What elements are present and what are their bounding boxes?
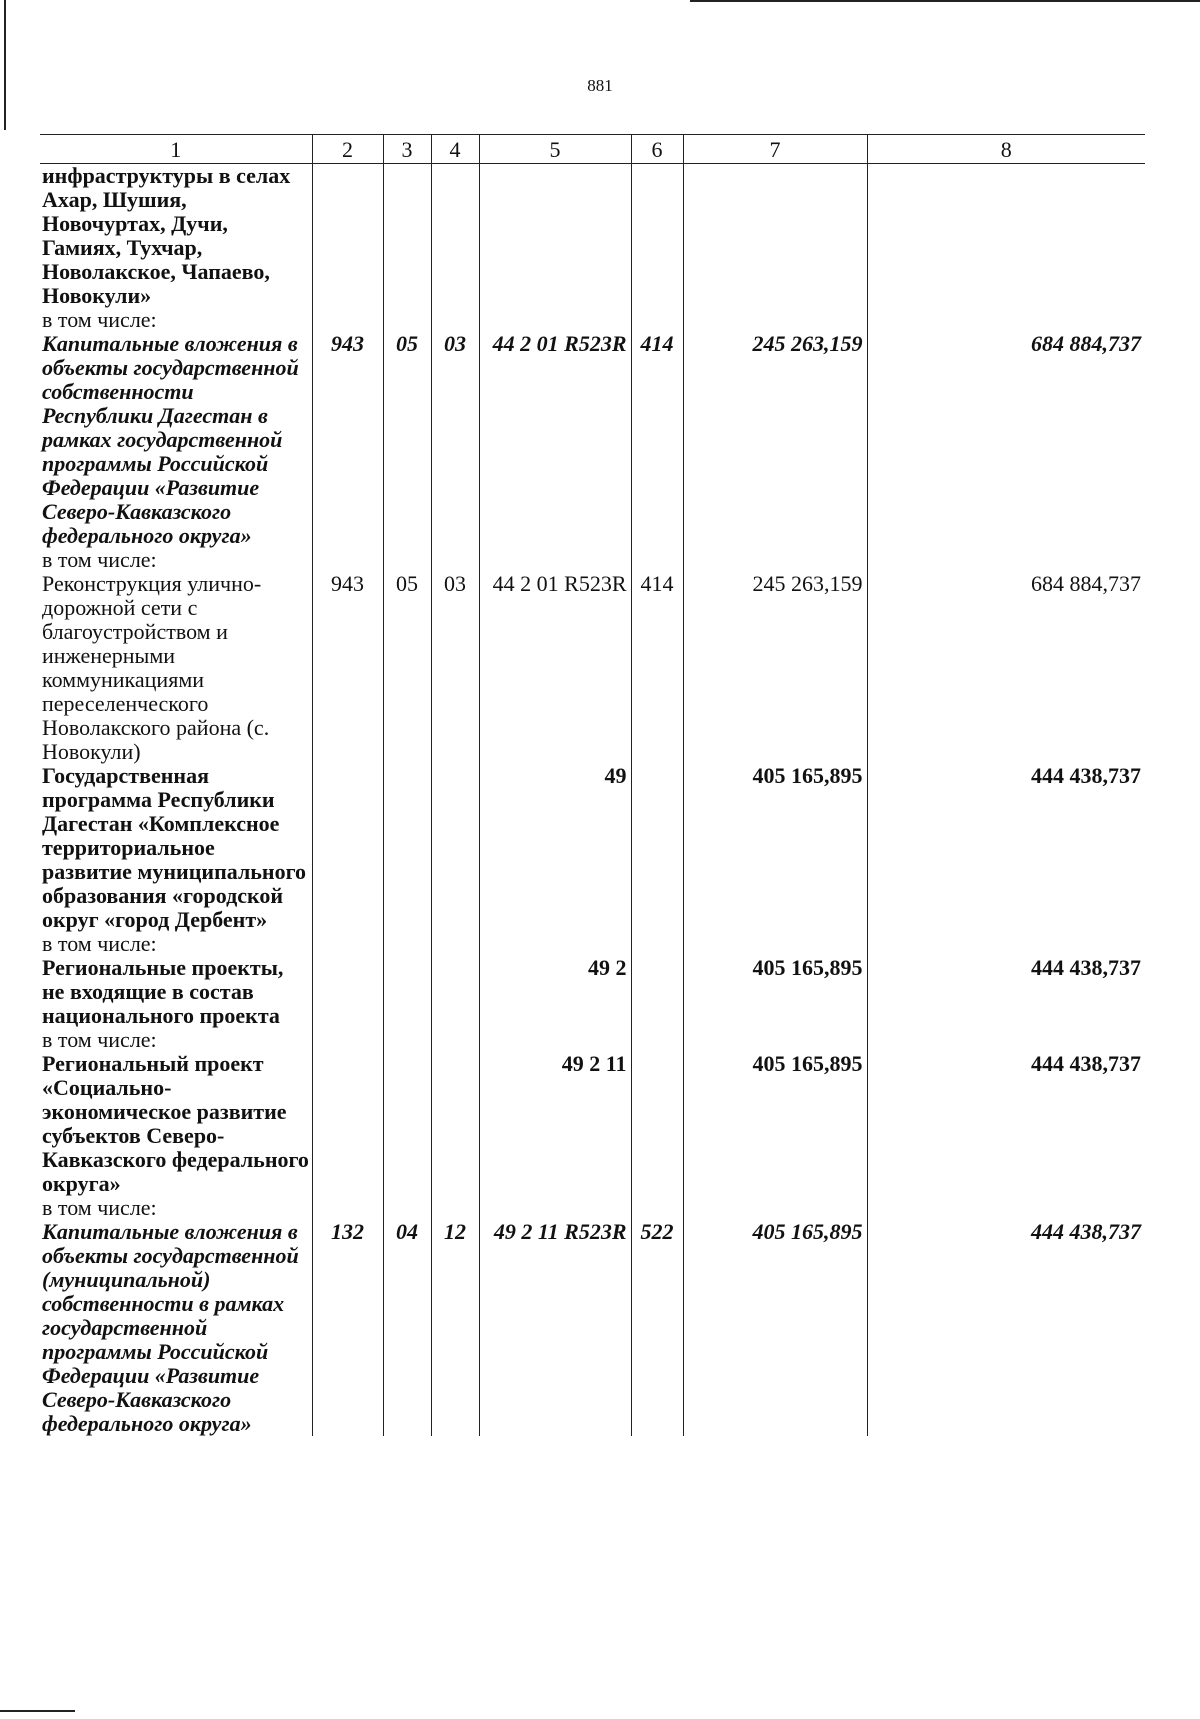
cell-expense-type: 414 [631,572,683,764]
budget-table [40,134,1145,1436]
cell-amount-8: 684 884,737 [867,572,1145,764]
cell-target-article [479,164,631,309]
cell-section [383,308,431,332]
cell-ministry [312,1196,383,1220]
cell-section: 05 [383,572,431,764]
cell-amount-8 [867,1028,1145,1052]
cell-expense-type [631,1052,683,1196]
cell-ministry: 943 [312,572,383,764]
cell-ministry [312,1028,383,1052]
row-name: Региональные проекты, не входящие в состав национального проекта [42,955,284,1028]
header-col-8: 8 [867,135,1145,164]
cell-ministry [312,1052,383,1196]
cell-ministry [312,164,383,309]
footnote-rule [0,1710,75,1712]
cell-subsection [431,932,479,956]
table-row [40,332,1145,548]
cell-amount-8: 684 884,737 [867,332,1145,548]
cell-ministry [312,764,383,932]
cell-amount-8 [867,1196,1145,1220]
cell-amount-8: 444 438,737 [867,1052,1145,1196]
cell-section [383,548,431,572]
table-row [40,548,1145,572]
cell-expense-type [631,1196,683,1220]
cell-amount-8: 444 438,737 [867,1220,1145,1436]
cell-target-article: 44 2 01 R523R [479,572,631,764]
cell-target-article: 49 [479,764,631,932]
cell-amount-7: 405 165,895 [683,764,867,932]
cell-amount-7 [683,1028,867,1052]
table-row [40,932,1145,956]
table-row [40,164,1145,309]
cell-amount-7: 405 165,895 [683,956,867,1028]
cell-subsection [431,548,479,572]
cell-subsection [431,308,479,332]
table-row [40,308,1145,332]
row-name: Региональный проект «Социально-экономическое развитие субъектов Северо-Кавказского федерального округа» [42,1051,309,1196]
header-col-1: 1 [40,135,312,164]
cell-amount-7: 245 263,159 [683,572,867,764]
cell-target-article [479,1028,631,1052]
cell-section: 04 [383,1220,431,1436]
table-row [40,1028,1145,1052]
header-col-7: 7 [683,135,867,164]
row-name: в том числе: [42,1027,157,1052]
cell-section [383,1028,431,1052]
header-col-6: 6 [631,135,683,164]
cell-subsection [431,1196,479,1220]
cell-subsection [431,956,479,1028]
row-name: Реконструкция улично-дорожной сети с благоустройством и инженерными коммуникациями переселенческого Новолакского района (с. Новокули) [42,571,270,764]
cell-ministry [312,308,383,332]
cell-section [383,764,431,932]
row-name: в том числе: [42,931,157,956]
cell-amount-8: 444 438,737 [867,764,1145,932]
cell-section [383,956,431,1028]
cell-target-article [479,548,631,572]
header-col-5: 5 [479,135,631,164]
cell-expense-type [631,764,683,932]
cell-amount-7 [683,164,867,309]
cell-expense-type [631,932,683,956]
cell-section [383,1196,431,1220]
table-row [40,572,1145,764]
row-name: Капитальные вложения в объекты государственной собственности Республики Дагестан в рамках государственной программы Российской Федерации «Развитие Северо-Кавказского федерального округа» [42,331,299,548]
table-row [40,1052,1145,1196]
cell-ministry: 132 [312,1220,383,1436]
header-col-3: 3 [383,135,431,164]
cell-amount-7 [683,548,867,572]
cell-target-article: 49 2 11 [479,1052,631,1196]
cell-amount-8 [867,548,1145,572]
cell-ministry [312,548,383,572]
cell-amount-8 [867,164,1145,309]
cell-amount-7 [683,932,867,956]
cell-subsection: 12 [431,1220,479,1436]
row-name: Капитальные вложения в объекты государственной (муниципальной) собственности в рамках государственной программы Российской Федерации «Развитие Северо-Кавказского федерального округа» [42,1219,299,1436]
cell-section [383,164,431,309]
row-name: инфраструктуры в селах Ахар, Шушия, Новочуртах, Дучи, Гамиях, Тухчар, Новолакское, Чапаево, Новокули» [42,163,291,308]
table-row [40,1196,1145,1220]
cell-subsection [431,164,479,309]
cell-expense-type [631,308,683,332]
cell-subsection [431,1028,479,1052]
row-name: в том числе: [42,1195,157,1220]
header-col-2: 2 [312,135,383,164]
cell-target-article: 49 2 11 R523R [479,1220,631,1436]
header-row [40,135,1145,164]
page-number: 881 [587,76,613,95]
cell-expense-type [631,1028,683,1052]
table-row [40,956,1145,1028]
cell-target-article [479,932,631,956]
cell-section [383,1052,431,1196]
table-row [40,764,1145,932]
cell-section: 05 [383,332,431,548]
cell-ministry [312,932,383,956]
row-name: Государственная программа Республики Дагестан «Комплексное территориальное развитие муниципального образования «городской округ «город Дербент» [42,763,307,932]
cell-amount-7: 405 165,895 [683,1052,867,1196]
row-name: в том числе: [42,547,157,572]
cell-ministry: 943 [312,332,383,548]
cell-amount-7: 245 263,159 [683,332,867,548]
cell-subsection: 03 [431,572,479,764]
cell-expense-type [631,164,683,309]
cell-section [383,932,431,956]
cell-amount-7 [683,1196,867,1220]
cell-subsection [431,764,479,932]
header-col-4: 4 [431,135,479,164]
cell-target-article [479,308,631,332]
table-row [40,1220,1145,1436]
cell-target-article: 44 2 01 R523R [479,332,631,548]
cell-expense-type [631,548,683,572]
cell-expense-type [631,956,683,1028]
cell-subsection [431,1052,479,1196]
cell-amount-8 [867,932,1145,956]
cell-subsection: 03 [431,332,479,548]
row-name: в том числе: [42,307,157,332]
cell-expense-type: 522 [631,1220,683,1436]
cell-amount-8: 444 438,737 [867,956,1145,1028]
cell-amount-7: 405 165,895 [683,1220,867,1436]
left-margin-rule [4,0,6,130]
cell-target-article [479,1196,631,1220]
cell-target-article: 49 2 [479,956,631,1028]
cell-amount-7 [683,308,867,332]
top-rule [690,0,1200,2]
cell-ministry [312,956,383,1028]
cell-expense-type: 414 [631,332,683,548]
cell-amount-8 [867,308,1145,332]
